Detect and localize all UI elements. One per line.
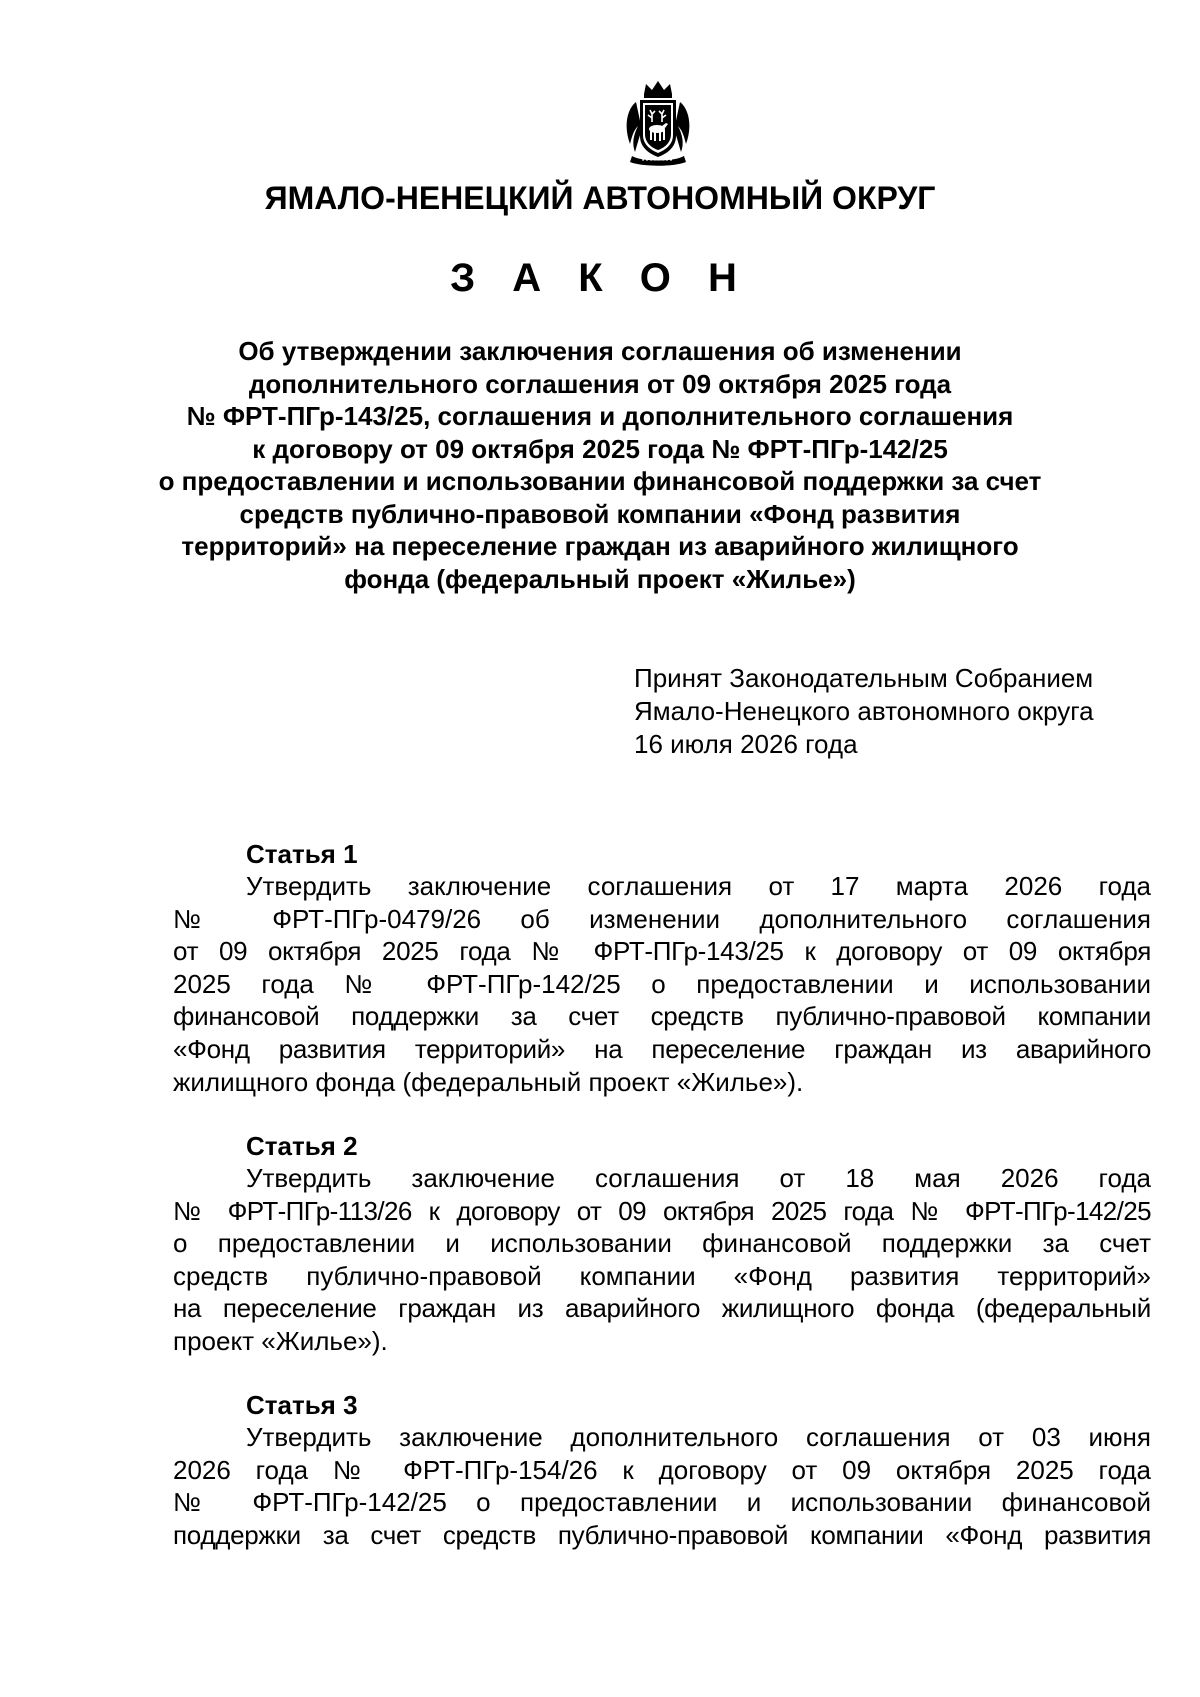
- article-body: [173, 1162, 1151, 1358]
- article-heading: Статья 2: [246, 1131, 358, 1161]
- law-title-line: фонда (федеральный проект «Жилье»): [344, 563, 856, 594]
- article-line: о предоставлении и использовании финансовой поддержки за счет: [173, 1228, 1151, 1259]
- article-line: проект «Жилье»).: [173, 1325, 388, 1356]
- article-line: «Фонд развития территорий» на переселение граждан из аварийного: [173, 1033, 1151, 1064]
- article-line: 2025 года № ФРТ-ПГр-142/25 о предоставлении и использовании: [173, 968, 1151, 999]
- article-body: [173, 1421, 1151, 1551]
- adoption-note-line: Ямало-Ненецкого автономного округа: [634, 696, 1094, 726]
- article-line: № ФРТ-ПГр-142/25 о предоставлении и использовании финансовой: [173, 1487, 1151, 1518]
- article-line: Утвердить заключение соглашения от 18 мая 2026 года: [246, 1163, 1151, 1193]
- article-line: Утвердить заключение дополнительного соглашения от 03 июня: [246, 1422, 1151, 1452]
- law-title-line: № ФРТ-ПГр-143/25, соглашения и дополнительного соглашения: [186, 401, 1014, 431]
- article-line: № ФРТ-ПГр-0479/26 об изменении дополнительного соглашения: [173, 903, 1151, 934]
- law-title-line: Об утверждении заключения соглашения об изменении: [238, 336, 962, 366]
- article-line: № ФРТ-ПГр-113/26 к договору от 09 октября 2025 года № ФРТ-ПГр-142/25: [173, 1195, 1151, 1226]
- coat-of-arms-emblem: [622, 78, 694, 168]
- article-line: финансовой поддержки за счет средств публично-правовой компании: [173, 1001, 1151, 1032]
- law-title-line: к договору от 09 октября 2025 года № ФРТ-ПГр-142/25: [252, 433, 948, 464]
- coat-of-arms-icon: [622, 78, 694, 168]
- adoption-note: [634, 662, 1094, 761]
- article-heading: Статья 1: [246, 839, 358, 869]
- article-line: жилищного фонда (федеральный проект «Жилье»).: [173, 1066, 804, 1097]
- adoption-note-line: 16 июля 2026 года: [634, 729, 858, 759]
- law-title: [140, 335, 1060, 595]
- adoption-note-line: Принят Законодательным Собранием: [634, 663, 1094, 693]
- law-title-line: территорий» на переселение граждан из аварийного жилищного: [181, 531, 1019, 561]
- region-name: ЯМАЛО-НЕНЕЦКИЙ АВТОНОМНЫЙ ОКРУГ: [264, 180, 936, 216]
- article-line: на переселение граждан из аварийного жилищного фонда (федеральный: [173, 1293, 1151, 1324]
- article-line: средств публично-правовой компании «Фонд развития территорий»: [173, 1260, 1151, 1291]
- article-body: [173, 870, 1151, 1098]
- article-line: от 09 октября 2025 года № ФРТ-ПГр-143/25 к договору от 09 октября: [173, 936, 1151, 967]
- article-heading: Статья 3: [246, 1390, 358, 1420]
- law-title-line: о предоставлении и использовании финансовой поддержки за счет: [158, 466, 1042, 496]
- law-title-line: средств публично-правовой компании «Фонд развития: [239, 498, 961, 529]
- article-line: 2026 года № ФРТ-ПГр-154/26 к договору от 09 октября 2025 года: [173, 1454, 1151, 1485]
- law-title-line: дополнительного соглашения от 09 октября 2025 года: [248, 368, 952, 399]
- article-line: поддержки за счет средств публично-правовой компании «Фонд развития: [173, 1519, 1151, 1550]
- document-type: З А К О Н: [450, 256, 750, 300]
- article-line: Утвердить заключение соглашения от 17 марта 2026 года: [246, 871, 1151, 901]
